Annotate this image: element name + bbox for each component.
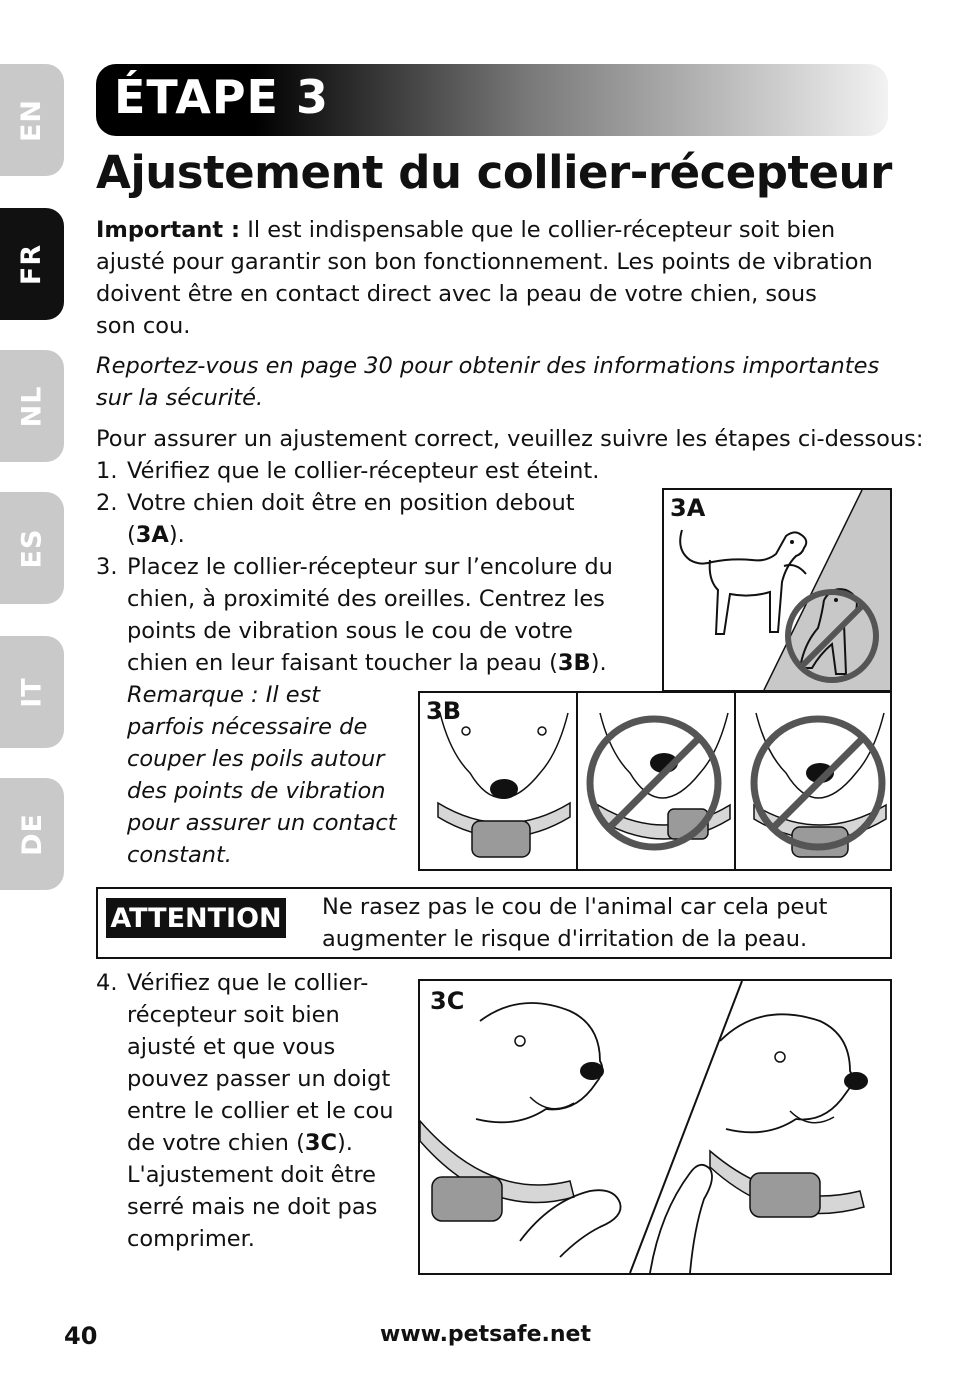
step-2-open: ( [127,522,136,548]
step-2-line-1: Votre chien doit être en position debout [127,490,575,516]
safety-reference [96,350,916,414]
step-4-line-3: ajusté et que vous [127,1034,336,1060]
step-4-line-4: pouvez passer un doigt [127,1066,391,1092]
figure-ref-3b: 3B [557,650,591,676]
figure-3b-illustration [420,693,890,869]
step-4-line-2: récepteur soit bien [127,1002,340,1028]
lang-tab-label: ES [16,528,48,568]
figure-label: 3C [430,987,465,1015]
important-text-4: son cou. [96,313,191,339]
step-3-line-1: Placez le collier-récepteur sur l’encolure du [127,554,613,580]
lang-tab-it[interactable] [0,636,64,748]
attention-text [322,891,882,955]
lang-tab-nl[interactable] [0,350,64,462]
step-4-line-1: Vérifiez que le collier- [127,970,369,996]
list-item [96,967,416,1255]
list-item [96,455,656,487]
attention-box [96,887,892,959]
step-4-line-9: comprimer. [127,1226,255,1252]
figure-3a [662,488,892,692]
note-line-4: des points de vibration [127,778,386,804]
attention-line-2: augmenter le risque d'irritation de la peau. [322,926,808,952]
figure-ref-3c: 3C [304,1130,338,1156]
safety-ref-2: sur la sécurité. [96,385,264,411]
step-4-line-7: L'ajustement doit être [127,1162,376,1188]
website-url[interactable]: www.petsafe.net [380,1322,591,1347]
step-text [96,551,636,679]
note-line-2: parfois nécessaire de [127,714,368,740]
important-text-1: Il est indispensable que le collier-récepteur soit bien [247,217,836,243]
figure-3c [418,979,892,1275]
figure-3b [418,691,892,871]
note-line-6: constant. [127,842,232,868]
figure-label: 3A [670,494,706,522]
step-3-close: ). [590,650,607,676]
lang-tab-de[interactable] [0,778,64,890]
note-line-1: Remarque : Il est [127,682,321,708]
lang-tab-label: NL [16,385,48,427]
list-item [96,551,636,679]
lang-tab-label: IT [16,676,48,708]
step-header-bar [96,64,888,136]
step-text [96,487,616,551]
attention-badge: ATTENTION [106,898,286,938]
lang-tab-label: FR [16,243,48,285]
step-text [96,967,416,1255]
instructions-lead: Pour assurer un ajustement correct, veuillez suivre les étapes ci-dessous: [96,426,924,452]
page-number: 40 [64,1322,98,1350]
important-text-2: ajusté pour garantir son bon fonctionnement. Les points de vibration [96,249,873,275]
note-line-5: pour assurer un contact [127,810,397,836]
step-text: Vérifiez que le collier-récepteur est éteint. [127,458,600,484]
step-4-close: ). [337,1130,353,1156]
important-paragraph [96,214,896,342]
figure-label: 3B [426,697,461,725]
step-number: 1. [96,458,118,484]
step-2-close: ). [168,522,185,548]
step-3-line-2: chien, à proximité des oreilles. Centrez les [127,586,605,612]
step-title: ÉTAPE 3 [114,70,329,124]
important-text-3: doivent être en contact direct avec la peau de votre chien, sous [96,281,817,307]
page-title: Ajustement du collier-récepteur [96,146,892,199]
step-4-line-8: serré mais ne doit pas [127,1194,378,1220]
lang-tab-fr[interactable] [0,208,64,320]
step-3-line-4: chien en leur faisant toucher la peau ( [127,650,558,676]
list-item [96,487,616,551]
figure-3c-illustration [420,981,890,1273]
lang-tab-en[interactable] [0,64,64,176]
step-number: 3. [96,554,118,580]
step-number: 2. [96,490,118,516]
lang-tab-label: DE [16,812,48,856]
figure-ref-3a: 3A [135,522,169,548]
note-line-3: couper les poils autour [127,746,385,772]
safety-ref-1: Reportez-vous en page 30 pour obtenir des informations importantes [96,353,880,379]
note-paragraph [127,679,417,871]
lang-tab-label: EN [16,98,48,142]
lang-tab-es[interactable] [0,492,64,604]
step-number: 4. [96,970,118,996]
step-4-line-6: de votre chien ( [127,1130,305,1156]
step-4-line-5: entre le collier et le cou [127,1098,394,1124]
attention-line-1: Ne rasez pas le cou de l'animal car cela peut [322,894,828,920]
step-3-line-3: points de vibration sous le cou de votre [127,618,573,644]
important-label: Important : [96,217,241,243]
